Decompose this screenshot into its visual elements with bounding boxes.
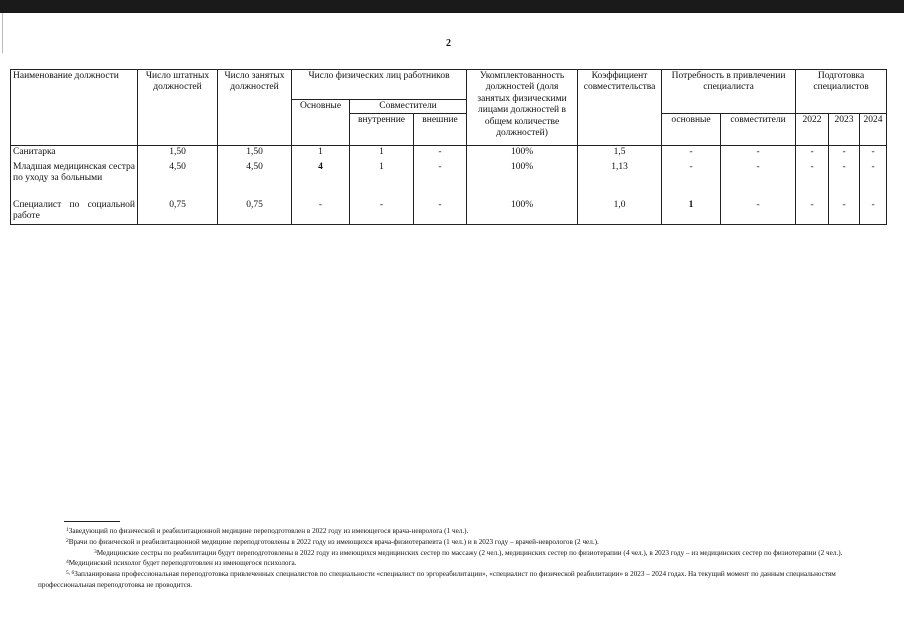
footnote-mark: 5, 6 [66,570,75,577]
footnote-mark: 2 [66,537,69,544]
header-need-main: основные [662,114,721,146]
table-row [11,161,887,199]
row-staff: 0,75 [138,199,218,225]
row-staffing: 100% [467,146,578,161]
footnote-text: Запланирована профессиональная переподготовка привлеченных специалистов по специальности «специалист по эргореабилитации», «специалист по физической реабилитации» в 2023 – 2024 годах. На текущий момент по данным специальностям профессиональная переподготовка не проводится. [38,570,836,589]
row-main: 1 [292,146,350,161]
staffing-table [10,69,887,225]
table-row [11,199,887,225]
header-year-2022: 2022 [796,114,829,146]
header-position: Наименование должности [11,70,138,146]
footnote-mark: 1 [66,527,69,533]
row-name: Санитарка [11,146,138,161]
header-need-part: совместители [721,114,796,146]
header-main: Основные [292,100,350,146]
header-year-2023: 2023 [829,114,860,146]
scan-edge-line [2,13,3,53]
footnote [38,526,886,537]
row-need-main: 1 [662,199,721,225]
row-2023: - [829,146,860,161]
footnote-mark: 3 [94,548,97,555]
row-main: 4 [292,161,350,199]
row-2022: - [796,199,829,225]
footnote [38,537,886,548]
row-coefficient: 1,0 [578,199,662,225]
footnote [38,558,886,569]
header-coefficient: Коэффициент совместительства [578,70,662,146]
row-internal: - [350,199,414,225]
page-number: 2 [446,38,451,49]
row-coefficient: 1,5 [578,146,662,161]
row-name: Специалист по социальной работе [11,199,138,225]
row-need-part: - [721,199,796,225]
header-year-2024: 2024 [860,114,887,146]
row-internal: 1 [350,161,414,199]
row-internal: 1 [350,146,414,161]
row-2024: - [860,199,887,225]
row-external: - [414,161,467,199]
header-staff-units: Число штатных должностей [138,70,218,146]
footnotes [38,526,886,591]
header-training: Подготовка специалистов [796,70,887,114]
row-2024: - [860,146,887,161]
footnote-text: Врачи по физической и реабилитационной медицине переподготовлены в 2022 году из имеющихся врача-физиотерапевта (1 чел.) и в 2023 году – врачей-неврологов (2 чел.). [68,537,599,546]
row-staffing: 100% [467,199,578,225]
row-need-main: - [662,161,721,199]
row-occupied: 0,75 [218,199,292,225]
row-occupied: 4,50 [218,161,292,199]
row-2024: - [860,161,887,199]
row-external: - [414,199,467,225]
header-staffing: Укомплектованность должностей (доля занятых физическими лицами должностей в общем количестве должностей) [467,70,578,146]
scan-top-border [0,0,904,13]
row-staff: 4,50 [138,161,218,199]
row-2023: - [829,199,860,225]
row-2023: - [829,161,860,199]
header-part-time: Совместители [350,100,467,114]
row-main: - [292,199,350,225]
row-coefficient: 1,13 [578,161,662,199]
row-name: Младшая медицинская сестра по уходу за больными [11,161,138,199]
row-staffing: 100% [467,161,578,199]
row-external: - [414,146,467,161]
footnote-text: Медицинский психолог будет переподготовлен из имеющегося психолога. [68,559,297,568]
row-need-main: - [662,146,721,161]
row-2022: - [796,146,829,161]
header-external: внешние [414,114,467,146]
row-occupied: 1,50 [218,146,292,161]
footnote-text: Заведующий по физической и реабилитационной медицине переподготовлен в 2022 году из имеющегося врача-невролога (1 чел.). [68,527,469,535]
footnote-mark: 4 [66,559,69,566]
footnote-text: Медицинские сестры по реабилитации будут переподготовлены в 2022 году из имеющихся медицинских сестер по массажу (2 чел.), медицинских сестер по физиотерапии (4 чел.), в 2023 году – из медицинских сестер по физиотерапии (2 чел.). [96,548,843,557]
header-physical-persons: Число физических лиц работников [292,70,467,100]
footnote-separator [64,521,120,522]
header-internal: внутренние [350,114,414,146]
table-row [11,146,887,161]
row-need-part: - [721,161,796,199]
row-need-part: - [721,146,796,161]
footnote [38,569,886,591]
row-2022: - [796,161,829,199]
header-need: Потребность в привлечении специалиста [662,70,796,114]
header-occupied: Число занятых должностей [218,70,292,146]
row-staff: 1,50 [138,146,218,161]
footnote [38,548,886,559]
